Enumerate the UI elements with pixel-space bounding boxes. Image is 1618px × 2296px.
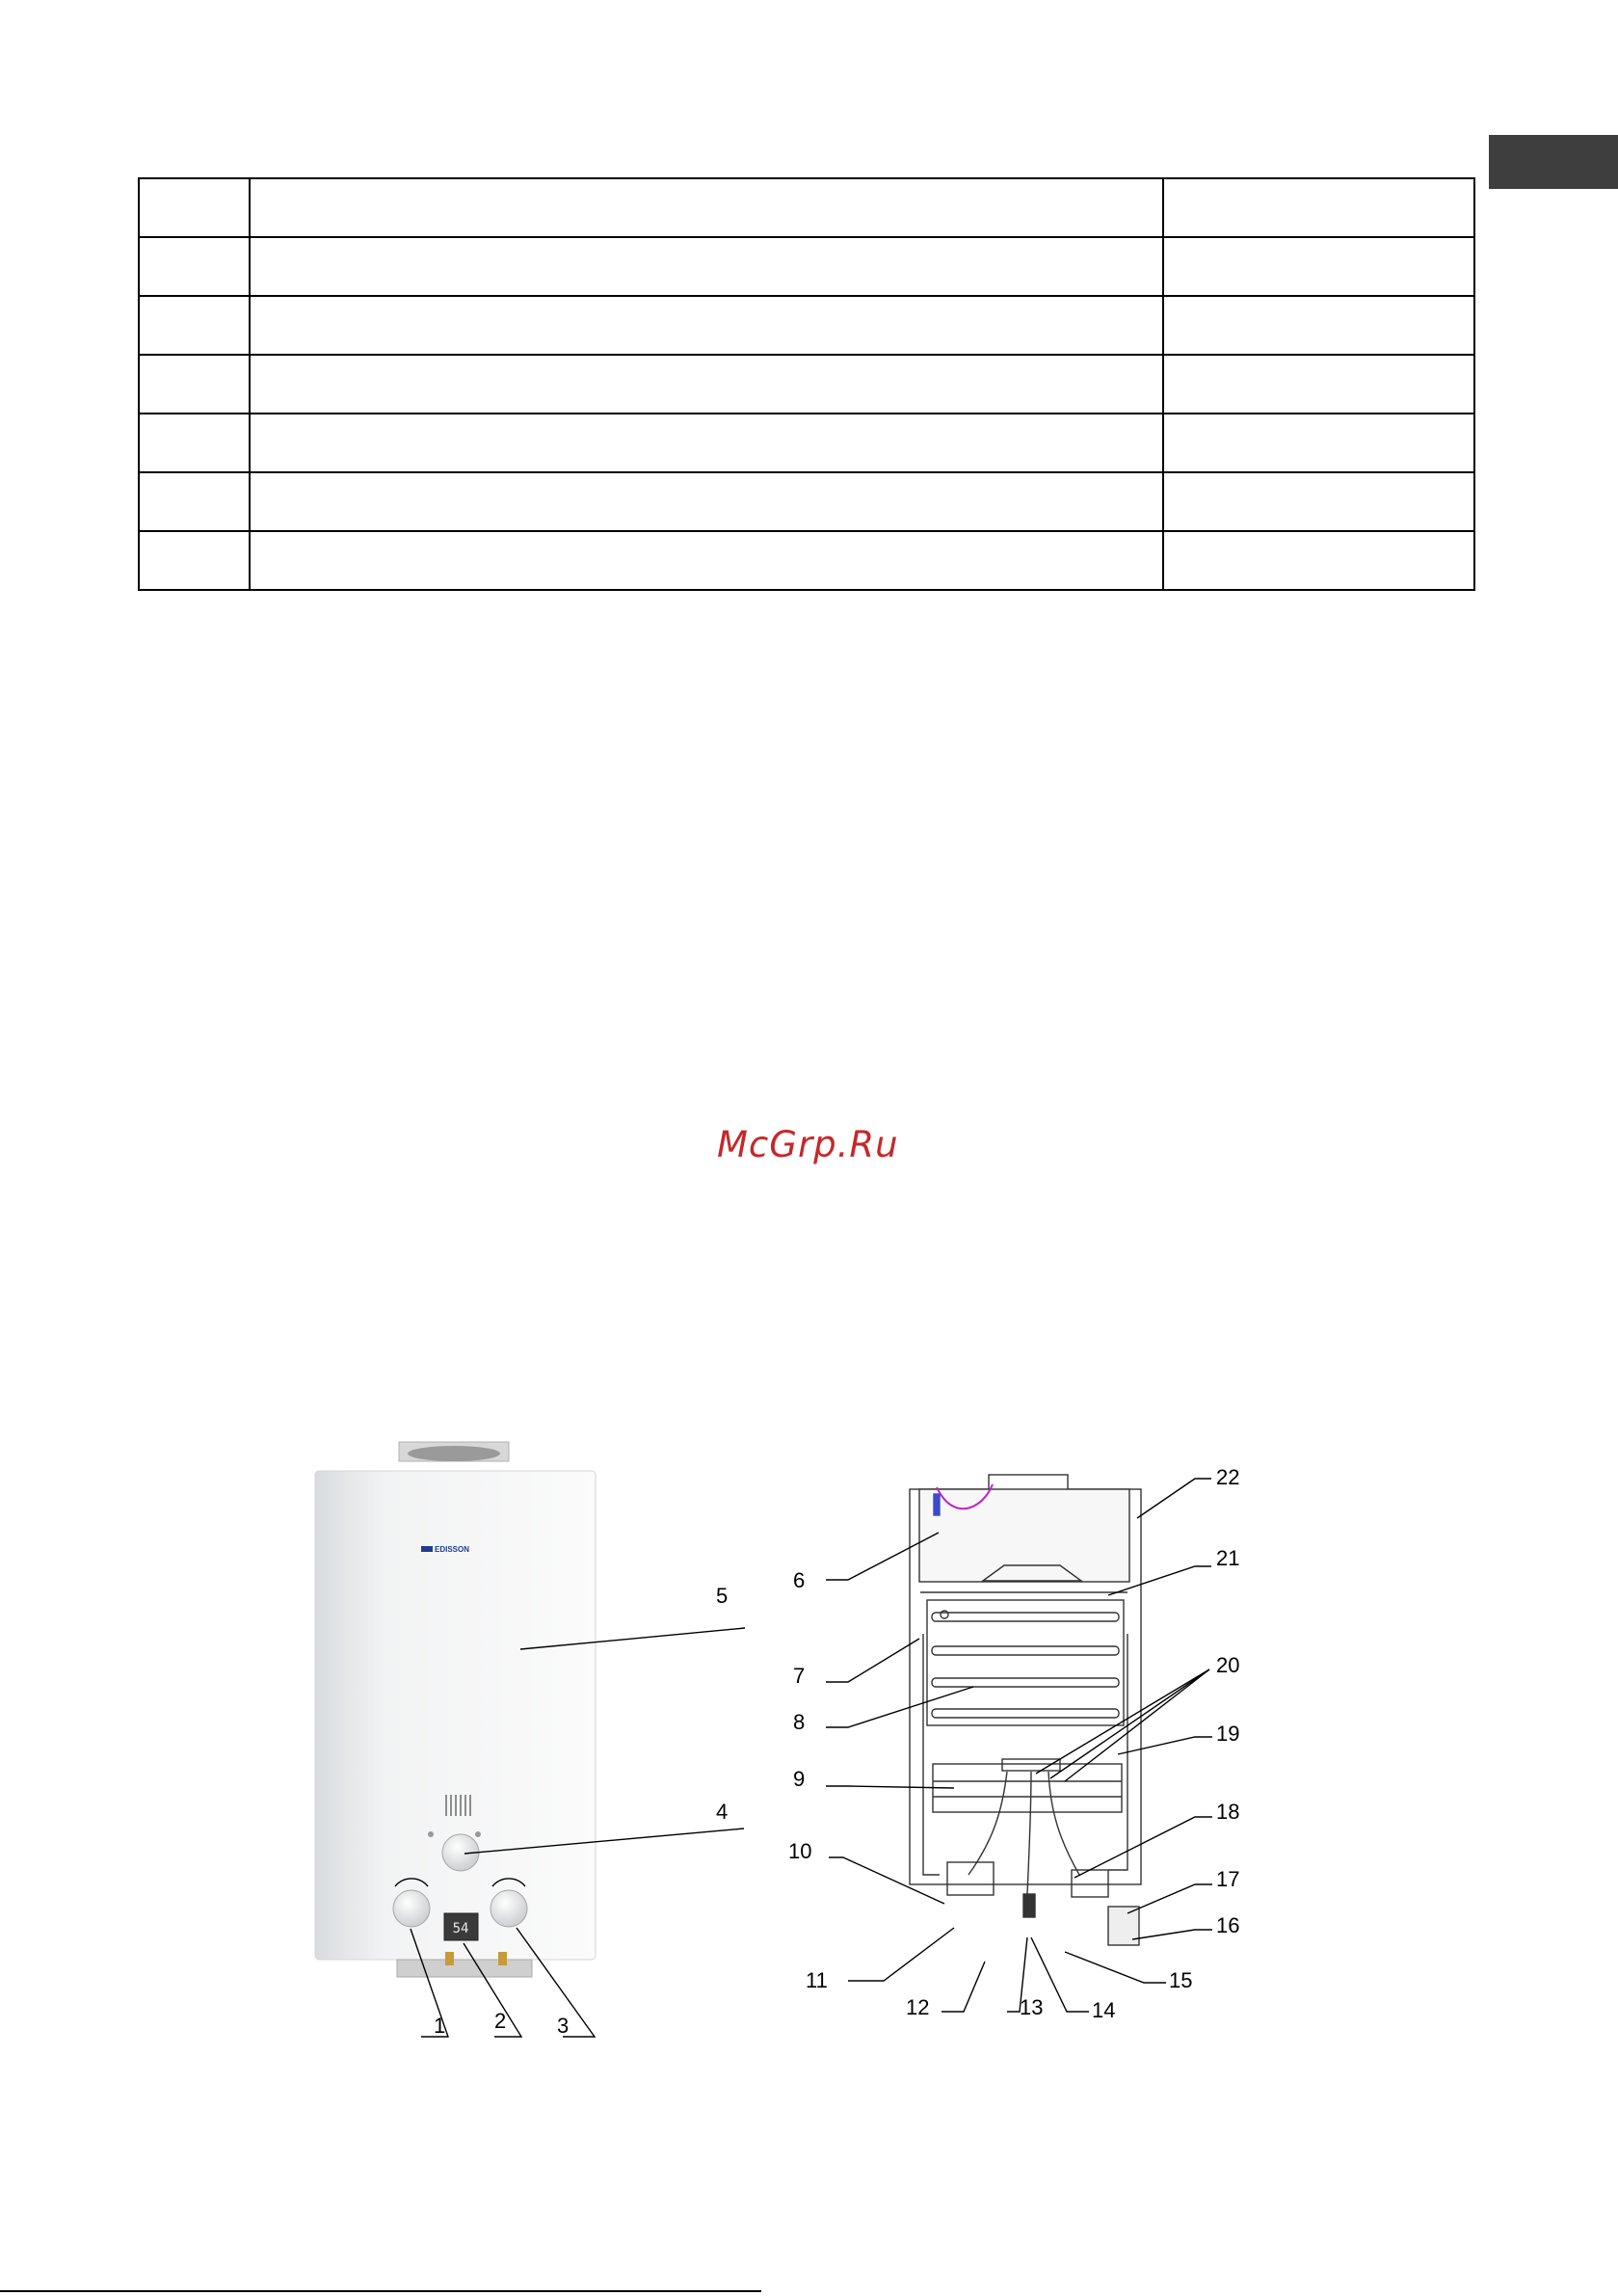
label-14: 14 xyxy=(1092,1998,1116,2022)
label-15: 15 xyxy=(1169,1968,1193,1992)
label-6: 6 xyxy=(793,1568,806,1592)
label-1: 1 xyxy=(434,2014,446,2038)
label-5: 5 xyxy=(716,1584,729,1608)
label-17: 17 xyxy=(1216,1867,1240,1891)
label-7: 7 xyxy=(793,1664,806,1688)
label-11: 11 xyxy=(806,1968,828,1992)
label-12: 12 xyxy=(906,1995,930,2019)
label-3: 3 xyxy=(557,2014,570,2038)
gas-knob xyxy=(393,1890,430,1927)
label-20: 20 xyxy=(1216,1653,1240,1677)
label-16: 16 xyxy=(1216,1913,1240,1937)
label-9: 9 xyxy=(793,1767,806,1791)
label-19: 19 xyxy=(1216,1722,1240,1746)
label-2: 2 xyxy=(494,2009,507,2033)
footer-rule xyxy=(0,2290,761,2292)
water-heater-front-view xyxy=(315,1442,596,1977)
label-8: 8 xyxy=(793,1710,806,1734)
label-4: 4 xyxy=(716,1800,729,1824)
label-21: 21 xyxy=(1216,1546,1240,1570)
brand-logo: EDISSON xyxy=(435,1545,470,1554)
watermark-text: McGrp.Ru xyxy=(717,1124,899,1165)
display-value: 54 xyxy=(452,1921,469,1936)
water-knob xyxy=(491,1890,527,1927)
label-18: 18 xyxy=(1216,1800,1240,1824)
label-10: 10 xyxy=(788,1839,812,1863)
label-13: 13 xyxy=(1020,1995,1044,2019)
label-22: 22 xyxy=(1216,1465,1240,1489)
water-heater-internal-view xyxy=(910,1475,1141,1945)
